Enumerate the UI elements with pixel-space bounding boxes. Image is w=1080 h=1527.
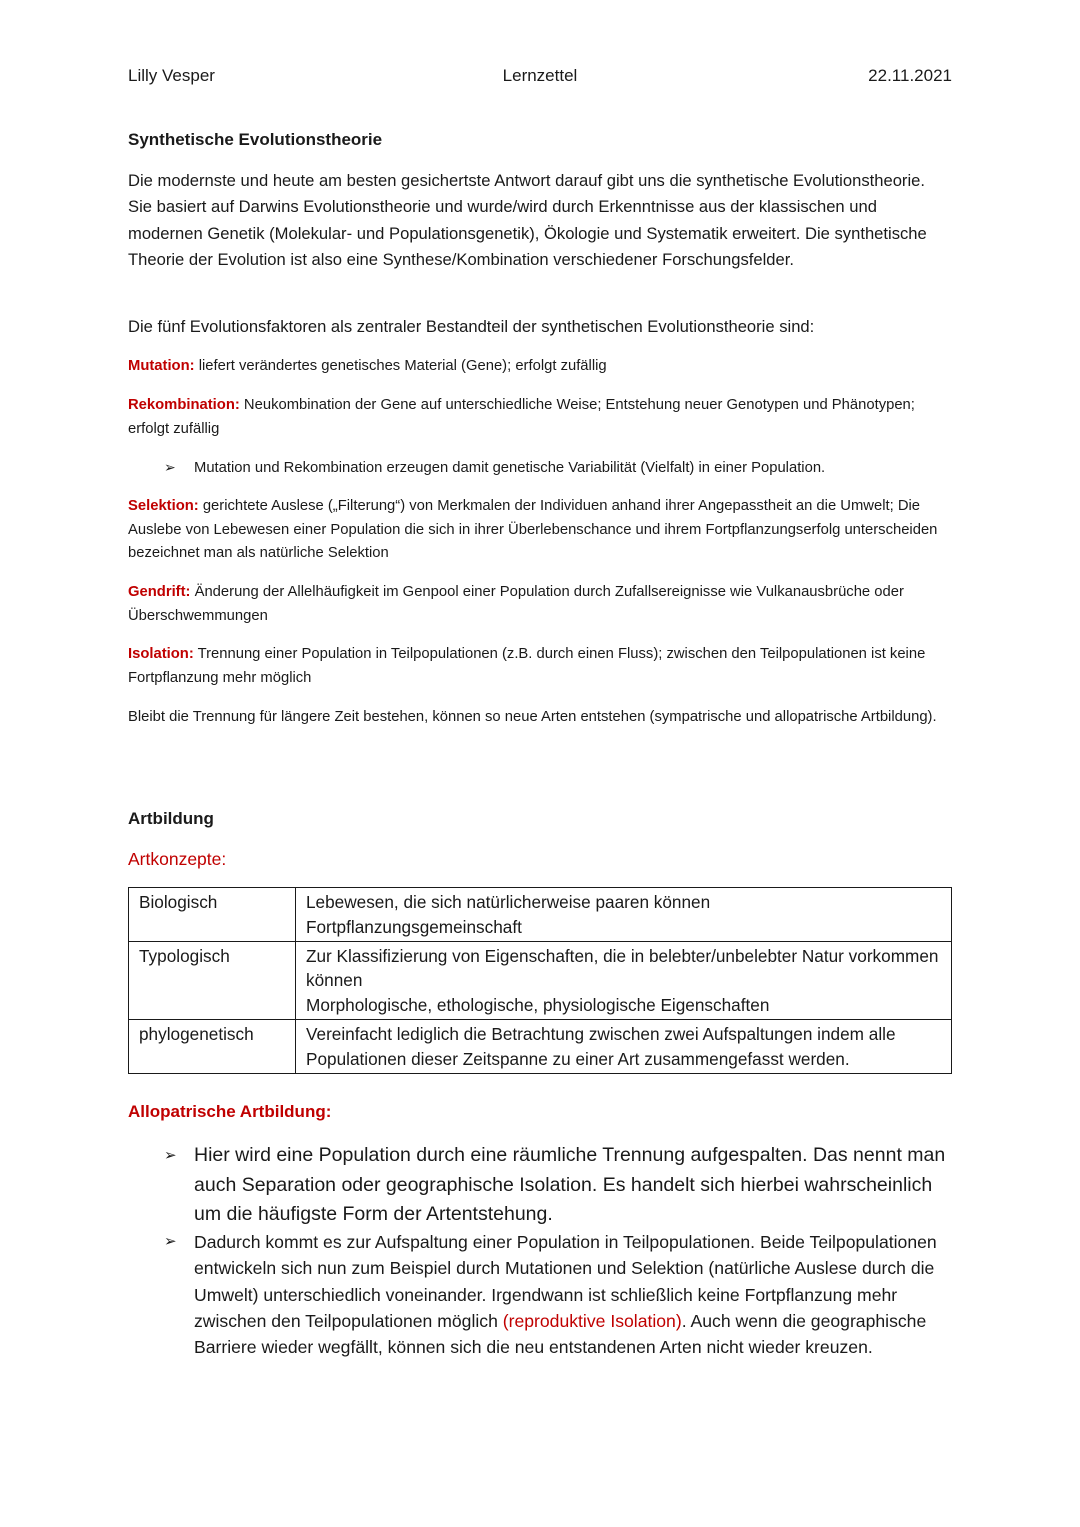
concept-line: Fortpflanzungsgemeinschaft <box>306 916 522 937</box>
section-title-artbildung: Artbildung <box>128 809 214 828</box>
closing-paragraph: Bleibt die Trennung für längere Zeit bestehen, können so neue Arten entstehen (sympatrische und allopatrische Artbildung). <box>128 709 937 725</box>
concept-description <box>296 888 952 942</box>
arrow-bullet-icon: ➢ <box>164 459 176 475</box>
header-date: 22.11.2021 <box>868 66 952 85</box>
concept-name: phylogenetisch <box>129 1019 296 1073</box>
variability-bullet <box>164 456 952 481</box>
factor-rekombination <box>128 394 952 441</box>
table-row <box>129 941 952 1019</box>
factor-text: Änderung der Allelhäufigkeit im Genpool einer Population durch Zufallsereignisse wie Vulkanausbrüche oder Überschwemmungen <box>128 584 904 624</box>
arrow-bullet-icon: ➢ <box>164 1233 177 1250</box>
bullet-text: Hier wird eine Population durch eine räumliche Trennung aufgespalten. Das nennt man auch Separation oder geographische Isolation. Es handelt sich hierbei wahrscheinlich um die häufigste Form der Artentstehung. <box>194 1144 946 1225</box>
bullet-text-part: Dadurch kommt es zur Aufspaltung einer Population in Teilpopulationen. Beide Teilpopulationen entwickeln sich nun zum Beispiel durch Mutationen und Selektion (natürliche Auslese durch die Umwelt) unterschiedlich voneinander. Irgendwann ist schließlich keine Fortpflanzung mehr zwischen den Teilpopulationen möglich <box>194 1232 937 1331</box>
factor-mutation <box>128 355 952 379</box>
table-row <box>129 888 952 942</box>
factor-term: Isolation: <box>128 646 194 662</box>
bullet-text <box>194 1229 954 1360</box>
factor-term: Selektion: <box>128 498 199 514</box>
species-concepts-table <box>128 887 952 1074</box>
bullet-text-part: . Auch wenn die geographische Barriere wieder wegfällt, können sich die neu entstandenen Arten nicht wieder kreuzen. <box>194 1310 927 1358</box>
factor-term: Mutation: <box>128 358 195 374</box>
table-row <box>129 1019 952 1073</box>
factor-term: Rekombination: <box>128 397 240 413</box>
factor-gendrift <box>128 581 952 628</box>
factor-text: Neukombination der Gene auf unterschiedliche Weise; Entstehung neuer Genotypen und Phänotypen; erfolgt zufällig <box>128 397 915 437</box>
factors-intro: Die fünf Evolutionsfaktoren als zentraler Bestandteil der synthetischen Evolutionstheorie sind: <box>128 317 815 336</box>
allopatric-heading: Allopatrische Artbildung: <box>128 1102 332 1121</box>
header-title: Lernzettel <box>502 66 578 85</box>
concepts-heading: Artkonzepte: <box>128 849 227 869</box>
intro-paragraph: Die modernste und heute am besten gesichertste Antwort darauf gibt uns die synthetische Evolutionstheorie. Sie basiert auf Darwins Evolutionstheorie und wurde/wird durch Erkenntnisse aus der klassischen und modernen Genetik (Molekular- und Populationsgenetik), Ökologie und Systematik erweitert. Die synthetische Theorie der Evolution ist also eine Synthese/Kombination verschiedener Forschungsfelder. <box>128 171 927 270</box>
reproductive-isolation-term: (reproduktive Isolation) <box>502 1310 682 1331</box>
factor-text: liefert verändertes genetisches Material (Gene); erfolgt zufällig <box>194 358 607 374</box>
header-author: Lilly Vesper <box>128 66 215 85</box>
factor-text: gerichtete Auslese („Filterung“) von Merkmalen der Individuen anhand ihrer Angepasstheit an die Umwelt; Die Auslebe von Lebewesen einer Population die sich in ihrer Überlebenschance und ihrem Fortpflanzungserfolg unterscheiden bezeichnet man als natürliche Selektion <box>128 498 938 561</box>
bullet-text: Mutation und Rekombination erzeugen damit genetische Variabilität (Vielfalt) in einer Population. <box>194 460 826 476</box>
arrow-bullet-icon: ➢ <box>164 1147 177 1164</box>
section-title-synthetic-theory: Synthetische Evolutionstheorie <box>128 130 383 149</box>
page-header <box>128 66 952 88</box>
concept-line: Zur Klassifizierung von Eigenschaften, die in belebter/unbelebter Natur vorkommen können <box>306 945 939 991</box>
concept-line: Lebewesen, die sich natürlicherweise paaren können <box>306 892 711 912</box>
factor-text: Trennung einer Population in Teilpopulationen (z.B. durch einen Fluss); zwischen den Teilpopulationen ist keine Fortpflanzung mehr möglich <box>128 646 926 686</box>
concept-description <box>296 941 952 1019</box>
concept-description <box>296 1019 952 1073</box>
concept-name: Biologisch <box>129 888 296 942</box>
concept-name: Typologisch <box>129 941 296 1019</box>
factor-term: Gendrift: <box>128 584 191 600</box>
factor-isolation <box>128 643 952 690</box>
concept-line: Vereinfacht lediglich die Betrachtung zwischen zwei Aufspaltungen indem alle Populationen dieser Zeitspanne zu einer Art zusammengefasst werden. <box>306 1023 896 1069</box>
concept-line: Morphologische, ethologische, physiologische Eigenschaften <box>306 995 770 1016</box>
factor-selektion <box>128 495 952 566</box>
